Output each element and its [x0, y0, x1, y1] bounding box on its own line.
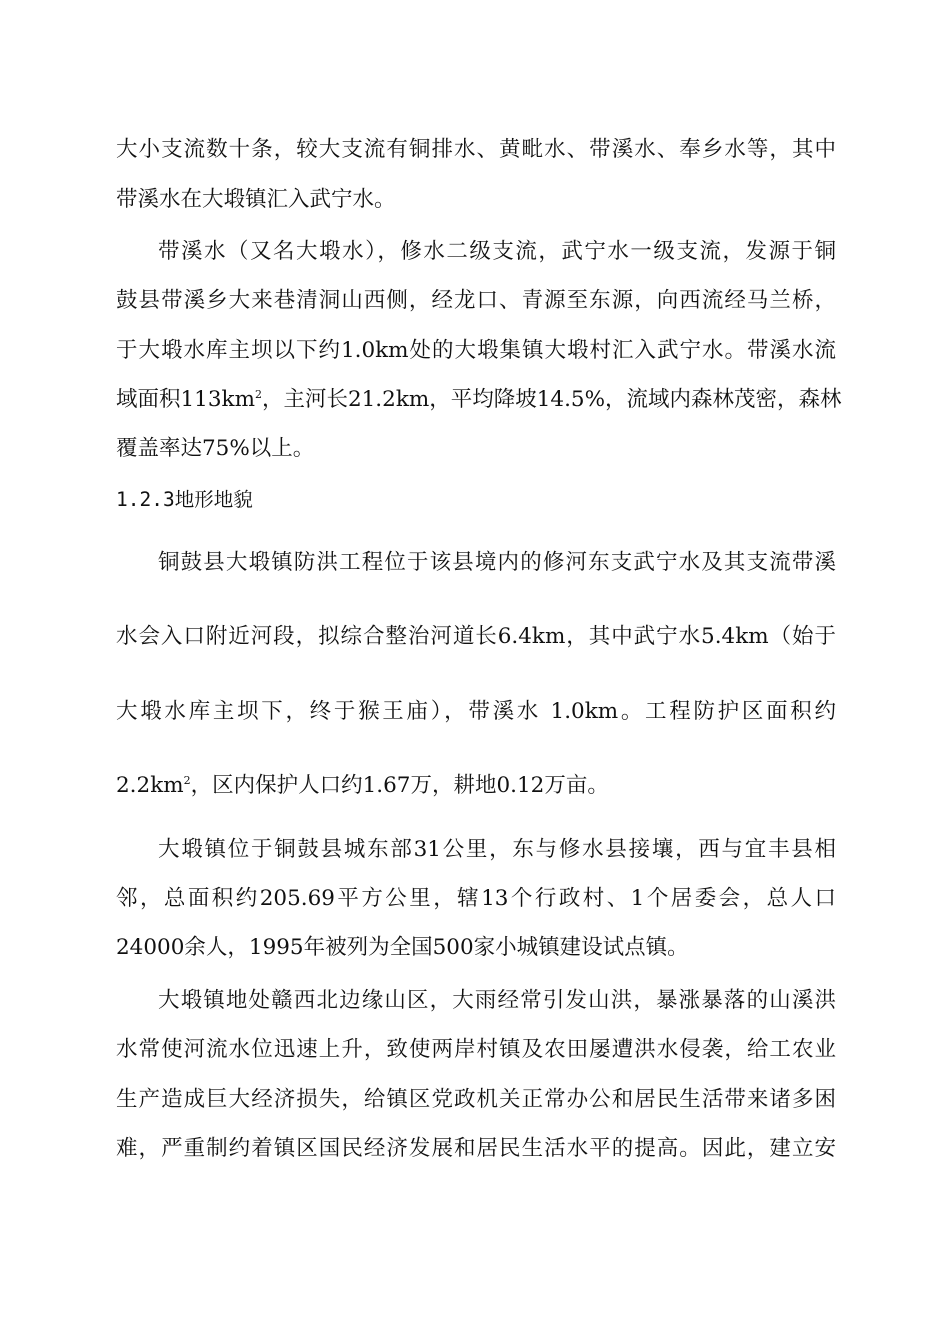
text-fragment: 2.2km	[116, 773, 184, 798]
paragraph-line: 24000余人，1995年被列为全国500家小城镇建设试点镇。	[116, 935, 689, 960]
paragraph-line: 大塅镇地处赣西北边缘山区，大雨经常引发山洪，暴涨暴落的山溪洪	[158, 988, 836, 1013]
section-heading: 1.2.3地形地貌	[116, 488, 253, 511]
paragraph-line: 大塅镇位于铜鼓县城东部31公里，东与修水县接壤，西与宜丰县相	[158, 837, 836, 862]
paragraph-line: 难，严重制约着镇区国民经济发展和居民生活水平的提高。因此，建立安	[116, 1136, 836, 1161]
paragraph-line: 覆盖率达75%以上。	[116, 436, 315, 461]
paragraph-line: 带溪水（又名大塅水），修水二级支流，武宁水一级支流，发源于铜	[158, 239, 836, 264]
paragraph-line: 鼓县带溪乡大来巷清洞山西侧，经龙口、青源至东源，向西流经马兰桥，	[116, 288, 836, 313]
paragraph-line: 大塅水库主坝下，终于猴王庙），带溪水 1.0km。工程防护区面积约	[116, 699, 836, 724]
paragraph-line	[116, 385, 842, 415]
paragraph-line: 带溪水在大塅镇汇入武宁水。	[116, 187, 396, 212]
paragraph-line: 水会入口附近河段，拟综合整治河道长6.4km，其中武宁水5.4km（始于	[116, 624, 836, 649]
text-fragment: 域面积113km	[116, 387, 255, 412]
paragraph-line: 大小支流数十条，较大支流有铜排水、黄毗水、带溪水、奉乡水等，其中	[116, 137, 836, 162]
text-fragment: ，区内保护人口约1.67万，耕地0.12万亩。	[190, 773, 609, 798]
paragraph-line: 水常使河流水位迅速上升，致使两岸村镇及农田屡遭洪水侵袭，给工农业	[116, 1037, 836, 1062]
paragraph-line: 铜鼓县大塅镇防洪工程位于该县境内的修河东支武宁水及其支流带溪	[158, 550, 836, 575]
superscript: 2	[254, 387, 262, 401]
paragraph-line: 于大塅水库主坝以下约1.0km处的大塅集镇大塅村汇入武宁水。带溪水流	[116, 338, 836, 363]
paragraph-line: 生产造成巨大经济损失，给镇区党政机关正常办公和居民生活带来诸多困	[116, 1087, 836, 1112]
text-fragment: ，主河长21.2km，平均降坡14.5%，流域内森林茂密，森林	[261, 387, 842, 412]
paragraph-line: 邻，总面积约205.69平方公里，辖13个行政村、1个居委会，总人口	[116, 886, 836, 911]
paragraph-line	[116, 771, 836, 801]
superscript: 2	[183, 773, 191, 787]
